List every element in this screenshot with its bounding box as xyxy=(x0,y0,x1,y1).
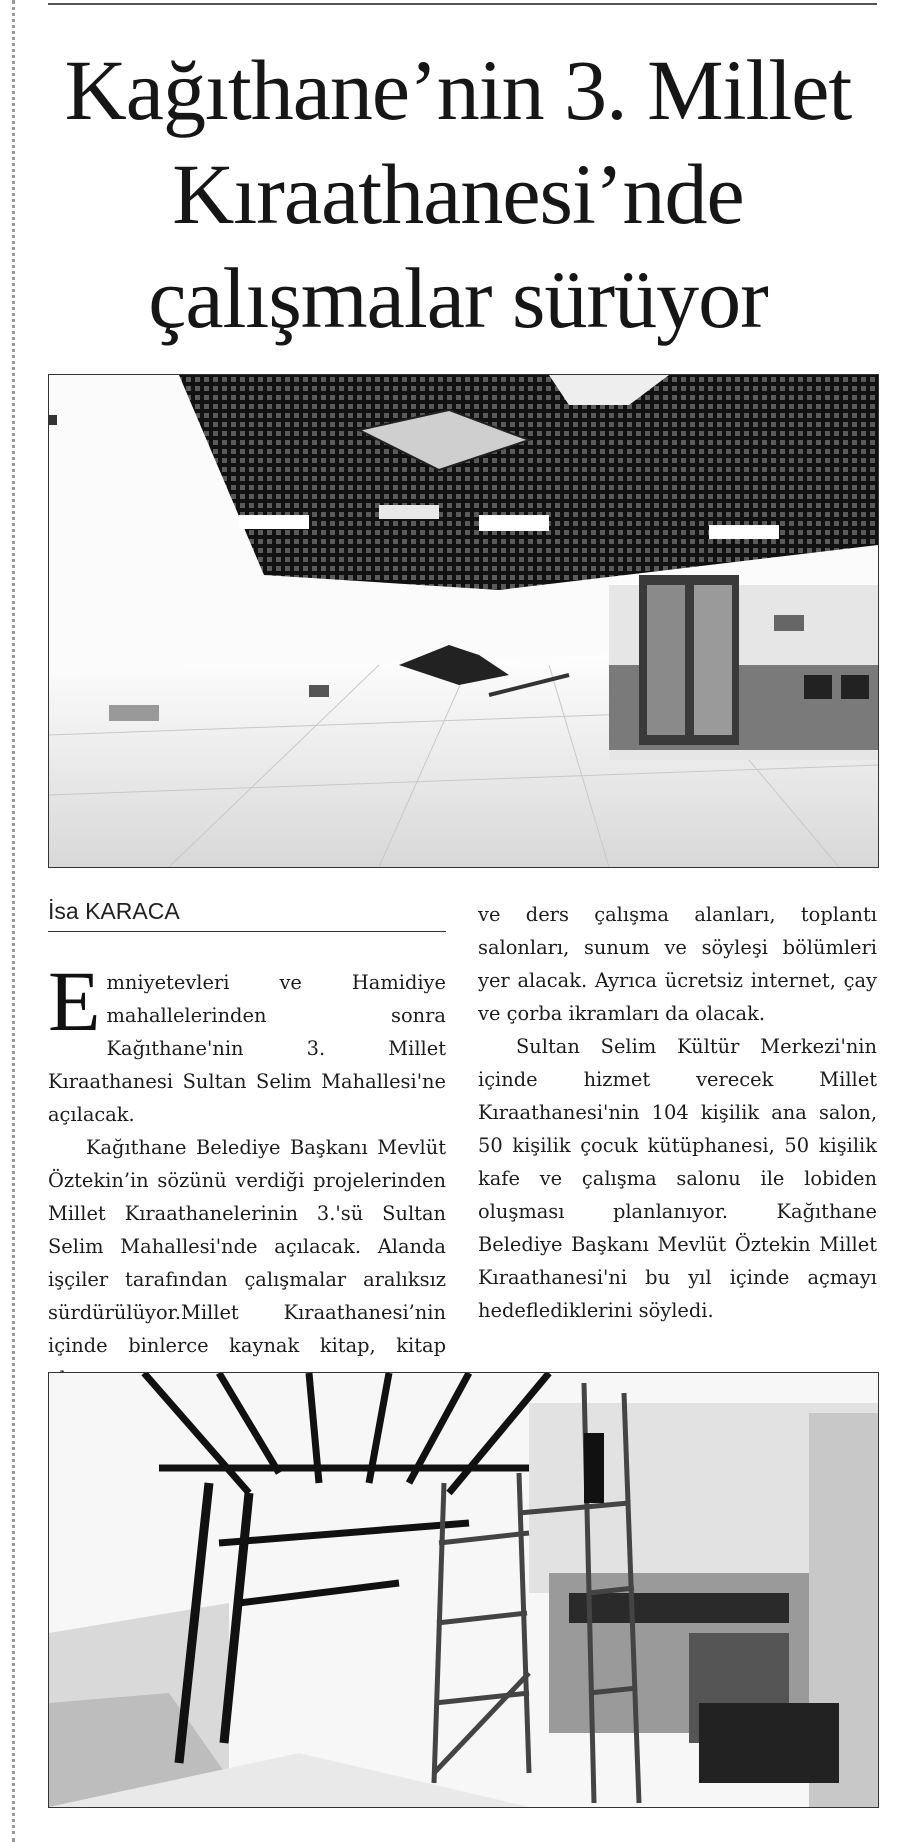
article-column-left xyxy=(48,953,446,1395)
top-rule xyxy=(48,3,877,5)
article-column-right xyxy=(478,898,877,1327)
paragraph xyxy=(48,953,446,1131)
interior-construction-photo-icon xyxy=(49,375,878,867)
interior-photo xyxy=(48,374,879,868)
paragraph: ve ders çalışma alanları, toplantı salonları, sunum ve söyleşi bölümleri yer alacak. Ayrıca ücretsiz internet, çay ve çorba ikramları da olacak. xyxy=(478,903,877,1025)
paragraph: Kağıthane Belediye Başkanı Mevlüt Öztekin’in sözünü verdiği projelerinden Millet Kıraathanelerinin 3.'sü Sultan Selim Mahallesi'nde açılacak. Alanda işçiler tarafından çalışmalar aralıksız sürdürülüyor.Millet Kıraathanesi’nin içinde binlerce kaynak kitap, kitap xyxy=(48,1136,446,1357)
byline: İsa KARACA xyxy=(48,898,446,932)
paragraph-text: mniyetevleri ve Hamidiye mahallelerinden sonra Kağıthane'nin 3. Millet Kıraathanesi Sultan Selim Mahallesi'ne açılacak. xyxy=(48,971,446,1126)
article-headline: Kağıthane’nin 3. Millet Kıraathanesi’nde çalışmalar sürüyor xyxy=(64,42,852,346)
page-edge-dotted-rule xyxy=(12,0,15,1842)
exterior-photo xyxy=(48,1372,879,1808)
paragraph: Sultan Selim Kültür Merkezi'nin içinde hizmet verecek Millet Kıraathanesi'nin 104 kişilik ana salon, 50 kişilik çocuk kütüphanesi, 50 kişilik kafe ve çalışma salonu ile lobiden oluşması planlanıyor. Kağıthane Belediye Başkanı Mevlüt Öztekin Millet Kıraathanesi'ni bu yıl içinde açmayı hedeflediklerini söyledi. xyxy=(478,1035,877,1322)
exterior-scaffolding-photo-icon xyxy=(49,1373,878,1807)
drop-cap: E xyxy=(48,953,101,1049)
